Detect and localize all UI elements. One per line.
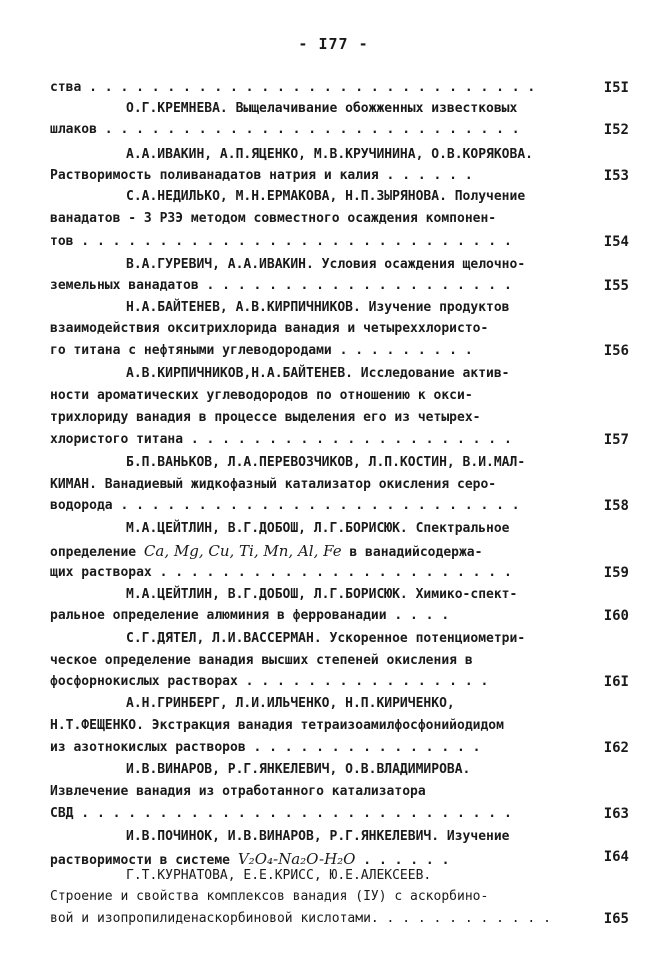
entry-text-line: ности ароматических углеводородов по отношению к окси- <box>50 388 473 403</box>
entry-authors: А.В.КИРПИЧНИКОВ,Н.А.БАЙТЕНЕВ. Исследование актив- <box>126 366 510 381</box>
entry-text-line: ства . . . . . . . . . . . . . . . . . . . . . . . . . . . . . <box>50 80 536 95</box>
handwritten-elements: Ca, Mg, Cu, Ti, Mn, Al, Fe <box>143 542 342 560</box>
entry-authors: Б.П.ВАНЬКОВ, Л.А.ПЕРЕВОЗЧИКОВ, Л.П.КОСТИН, В.И.МАЛ- <box>126 455 526 470</box>
entry-text-line: Извлечение ванадия из отработанного катализатора <box>50 784 426 799</box>
entry-text-fragment: растворимости в системе <box>50 853 231 868</box>
entry-text-line: СВД . . . . . . . . . . . . . . . . . . . . . . . . . . . . <box>50 806 512 821</box>
entry-text-line: тов . . . . . . . . . . . . . . . . . . . . . . . . . . . . <box>50 234 512 249</box>
entry-page-number: I52 <box>603 122 629 138</box>
entry-authors: И.В.ПОЧИНОК, И.В.ВИНАРОВ, Р.Г.ЯНКЕЛЕВИЧ. Изучение <box>126 829 510 844</box>
entry-authors: С.Г.ДЯТЕЛ, Л.И.ВАССЕРМАН. Ускоренное потенциометри- <box>126 631 526 646</box>
entry-text-line: ральное определение алюминия в феррованадии . . . . <box>50 608 450 623</box>
entry-page-number: I53 <box>603 168 629 184</box>
handwritten-formula: V₂O₄-Na₂O-H₂O <box>237 850 356 868</box>
entry-authors: С.А.НЕДИЛЬКО, М.Н.ЕРМАКОВА, Н.П.ЗЫРЯНОВА. Получение <box>126 189 526 204</box>
entry-page-number: I65 <box>603 911 629 927</box>
entry-text-line: Растворимость поливанадатов натрия и калия . . . . . . <box>50 168 473 183</box>
entry-page-number: I64 <box>603 849 629 865</box>
entry-authors: О.Г.КРЕМНЕВА. Выщелачивание обожженных известковых <box>126 101 518 116</box>
entry-text-line: растворимости в системе V₂O₄-Na₂O-H₂O . . . . . . <box>50 850 450 868</box>
entry-text-line: щих растворах . . . . . . . . . . . . . . . . . . . . . . . <box>50 565 512 580</box>
entry-authors: Н.А.БАЙТЕНЕВ, А.В.КИРПИЧНИКОВ. Изучение продуктов <box>126 300 510 315</box>
entry-text-line: земельных ванадатов . . . . . . . . . . . . . . . . . . . . <box>50 278 512 293</box>
entry-page-number: I63 <box>603 806 629 822</box>
entry-page-number: I59 <box>603 565 629 581</box>
entry-text-line: из азотнокислых растворов . . . . . . . . . . . . . . . <box>50 740 481 755</box>
page-number: - I77 - <box>298 35 369 53</box>
entry-page-number: I54 <box>603 234 629 250</box>
entry-text-line: водорода . . . . . . . . . . . . . . . . . . . . . . . . . . <box>50 498 520 513</box>
entry-page-number: I5I <box>603 80 629 96</box>
entry-text-line: го титана с нефтяными углеводородами . . . . . . . . . <box>50 343 473 358</box>
entry-authors: Г.Т.КУРНАТОВА, Е.Е.КРИСС, Ю.Е.АЛЕКСЕЕВ. <box>126 868 432 883</box>
entry-text-line: взаимодействия окситрихлорида ванадия и четыреххлористо- <box>50 321 489 336</box>
entry-page-number: I55 <box>603 278 629 294</box>
entry-page-number: I6I <box>603 674 629 690</box>
entry-text-line: вой и изопропилиденаскорбиновой кислотами. . . . . . . . . . . . <box>50 911 551 926</box>
entry-text-line: ческое определение ванадия высших степеней окисления в <box>50 653 473 668</box>
entry-authors: М.А.ЦЕЙТЛИН, В.Г.ДОБОШ, Л.Г.БОРИСЮК. Химико-спект- <box>126 587 518 602</box>
entry-text-fragment: определение <box>50 545 137 560</box>
entry-authors: В.А.ГУРЕВИЧ, А.А.ИВАКИН. Условия осаждения щелочно- <box>126 257 526 272</box>
entry-text-fragment: в ванадийсодержа- <box>349 545 483 560</box>
entry-page-number: I57 <box>603 432 629 448</box>
entry-text-line: шлаков . . . . . . . . . . . . . . . . . . . . . . . . . . . <box>50 122 520 137</box>
entry-authors: И.В.ВИНАРОВ, Р.Г.ЯНКЕЛЕВИЧ, О.В.ВЛАДИМИРОВА. <box>126 762 471 777</box>
entry-authors: А.А.ИВАКИН, А.П.ЯЦЕНКО, М.В.КРУЧИНИНА, О.В.КОРЯКОВА. <box>126 147 533 162</box>
entry-authors: М.А.ЦЕЙТЛИН, В.Г.ДОБОШ, Л.Г.БОРИСЮК. Спектральное <box>126 521 510 536</box>
entry-text-line: ванадатов - 3 РЗЭ методом совместного осаждения компонен- <box>50 211 497 226</box>
entry-authors: А.Н.ГРИНБЕРГ, Л.И.ИЛЬЧЕНКО, Н.П.КИРИЧЕНКО, <box>126 696 455 711</box>
entry-text-line: фосфорнокислых растворах . . . . . . . . . . . . . . . . <box>50 674 489 689</box>
entry-text-line: КИМАН. Ванадиевый жидкофазный катализатор окисления серо- <box>50 477 497 492</box>
entry-text-line: трихлориду ванадия в процессе выделения его из четырех- <box>50 410 481 425</box>
entry-page-number: I56 <box>603 343 629 359</box>
entry-text-line: Н.Т.ФЕЩЕНКО. Экстракция ванадия тетраизоамилфосфонийодидом <box>50 718 504 733</box>
entry-page-number: I62 <box>603 740 629 756</box>
entry-text-line <box>50 541 482 561</box>
entry-text-line: хлористого титана . . . . . . . . . . . . . . . . . . . . . <box>50 432 512 447</box>
entry-page-number: I58 <box>603 498 629 514</box>
entry-page-number: I60 <box>603 608 629 624</box>
entry-text-line: Строение и свойства комплексов ванадия (IУ) с аскорбино- <box>50 889 489 904</box>
